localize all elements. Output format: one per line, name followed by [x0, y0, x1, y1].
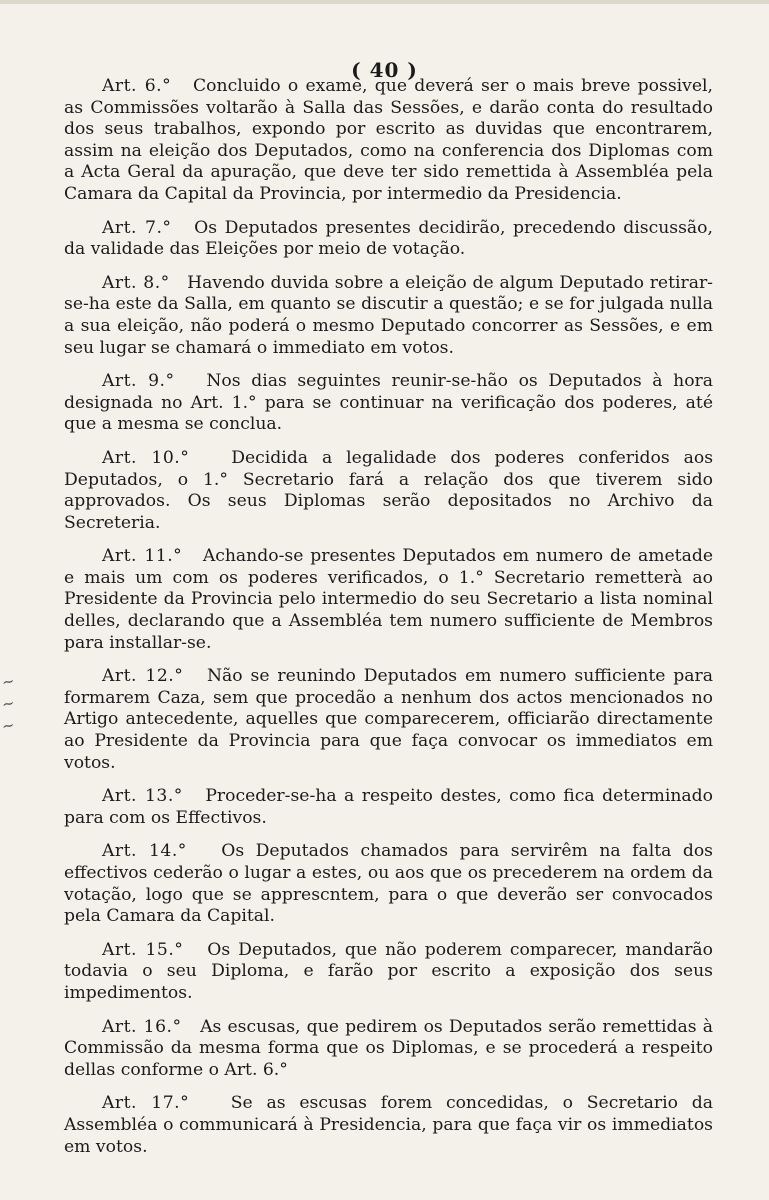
article-text: Os Deputados presentes decidirão, precedendo discussão, da validade das Eleições por meio de votação.	[64, 217, 713, 260]
article-paragraph	[64, 76, 713, 206]
article-heading: Art. 16.°	[102, 1016, 182, 1037]
article-text: Proceder-se-ha a respeito destes, como fica determinado para com os Effectivos.	[64, 786, 714, 828]
article-list	[64, 76, 713, 1158]
article-heading: Art. 6.°	[102, 76, 172, 96]
article-text: Decidida a legalidade dos poderes conferidos aos Deputados, o 1.° Secretario fará a relação dos que tiverem sido approvados. Os seus Diplomas serão depositados no Archivo da Secreteria.	[64, 447, 714, 533]
article-text: Achando-se presentes Deputados em numero de ametade e mais um com os poderes verificados, o 1.° Secretario remetterà ao Presidente da Provincia pelo intermedio do seu Secretario a lista nominal delles, declarando que a Assembléa tem numero sufficiente de Membros para installar-se.	[64, 546, 714, 653]
article-heading: Art. 17.°	[102, 1093, 190, 1114]
article-paragraph	[64, 546, 713, 654]
margin-scribble-1: ~	[0, 671, 17, 692]
article-paragraph	[64, 1093, 713, 1158]
page-number: ( 40 )	[351, 58, 418, 82]
article-paragraph	[64, 218, 713, 261]
article-text: Concluido o exame, que deverá ser o mais breve possivel, as Commissões voltarão à Salla das Sessões, e darão conta do resultado dos seus trabalhos, expondo por escrito as duvidas que encontrarem, assim na eleição dos Deputados, como na conferencia dos Diplomas com a Acta Geral da apuração, que deve ter sido remettida à Assembléa pela Camara da Capital da Provincia, por intermedio da Presidencia.	[64, 76, 714, 204]
margin-notes	[2, 672, 66, 738]
article-text: Havendo duvida sobre a eleição de algum Deputado retirar-se-ha este da Salla, em quanto se discutir a questão; e se for julgada nulla a sua eleição, não poderá o mesmo Deputado concorrer as Sessões, e em seu lugar se chamará o immediato em votos.	[64, 272, 713, 358]
article-paragraph	[64, 841, 713, 927]
article-heading: Art. 9.°	[102, 371, 175, 392]
article-text: Nos dias seguintes reunir-se-hão os Deputados à hora designada no Art. 1.° para se continuar na verificação dos poderes, até que a mesma se conclua.	[64, 371, 714, 435]
article-heading: Art. 12.°	[102, 666, 184, 687]
article-heading: Art. 15.°	[102, 939, 184, 960]
article-paragraph	[64, 940, 713, 1005]
article-heading: Art. 14.°	[102, 841, 187, 862]
article-text: Se as escusas forem concedidas, o Secretario da Assembléa o communicará à Presidencia, para que faça vir os immediatos em votos.	[64, 1093, 714, 1157]
article-paragraph	[64, 371, 713, 436]
page-edge	[0, 0, 769, 4]
article-heading: Art. 7.°	[102, 217, 172, 238]
article-paragraph	[64, 273, 713, 359]
article-paragraph	[64, 666, 713, 774]
article-text: Não se reunindo Deputados em numero sufficiente para formarem Caza, sem que procedão a nenhum dos actos mencionados no Artigo antecedente, aquelles que comparecerem, officiarão directamente ao Presidente da Provincia para que faça convocar os immediatos em votos.	[64, 666, 714, 773]
article-paragraph	[64, 1017, 713, 1082]
article-heading: Art. 11.°	[102, 546, 183, 567]
margin-scribble-2: ~	[0, 693, 17, 714]
article-text: As escusas, que pedirem os Deputados serão remettidas à Commissão da mesma forma que os Diplomas, e se procederá a respeito dellas conforme o Art. 6.°	[64, 1016, 714, 1080]
article-text: Os Deputados chamados para servirêm na falta dos effectivos cederão o lugar a estes, ou aos que os precederem na ordem da votação, logo que se apprescntem, para o que deverão ser convocados pela Camara da Capital.	[64, 841, 713, 927]
article-paragraph	[64, 448, 713, 534]
article-heading: Art. 13.°	[102, 786, 183, 807]
article-paragraph	[64, 786, 713, 829]
article-heading: Art. 8.°	[102, 272, 170, 293]
article-heading: Art. 10.°	[102, 447, 190, 468]
article-text: Os Deputados, que não poderem comparecer, mandarão todavia o seu Diploma, e farão por escrito a exposição dos seus impedimentos.	[64, 939, 714, 1003]
margin-scribble-3: ~	[0, 715, 17, 736]
